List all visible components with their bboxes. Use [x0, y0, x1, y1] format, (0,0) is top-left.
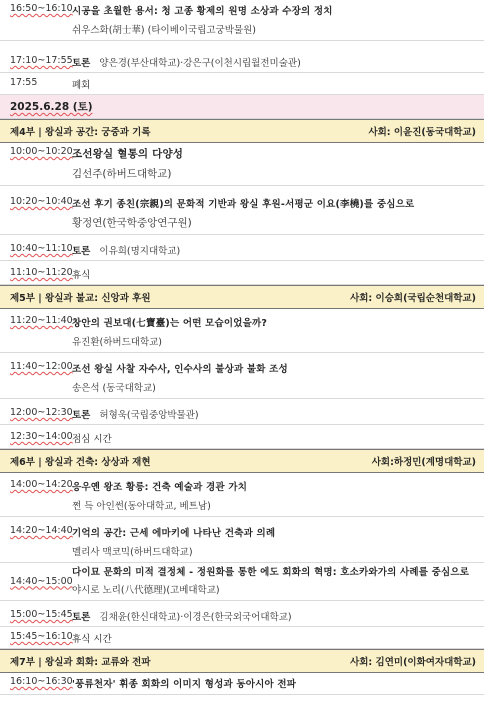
talk-content: [72, 676, 476, 690]
schedule-row: [0, 517, 484, 563]
time-slot: 14:40~15:00: [10, 575, 73, 587]
time-slot: 17:55: [10, 77, 38, 88]
talk-content: [72, 146, 476, 181]
time-slot: 14:00~14:20: [10, 479, 73, 490]
break-text: 휴식: [72, 270, 91, 281]
schedule-row: [0, 186, 484, 235]
schedule-row: [0, 309, 484, 353]
lunch-text: 점심 시간: [72, 434, 112, 445]
time-slot: 12:30~14:00: [10, 431, 73, 442]
time-slot: 10:20~10:40: [10, 196, 73, 207]
schedule-row: [0, 563, 484, 601]
session-header: [0, 449, 484, 473]
time-slot: 15:00~15:45: [10, 609, 73, 620]
talk-title: '풍류천자' 휘종 회화의 이미지 형성과 동아시아 전파: [72, 679, 297, 690]
talk-title: 시공을 초월한 용서: 청 고종 황제의 원명 소상과 수장의 정치: [72, 6, 333, 17]
session-title: 제5부 | 왕실과 불교: 신앙과 후원: [10, 293, 151, 304]
discussion-content: [72, 407, 476, 421]
session-chair: 사회: 이윤진(동국대학교): [368, 127, 476, 138]
session-chair: 사회:하정민(계명대학교): [371, 457, 476, 468]
talk-speaker: 황정연(한국학중앙연구원): [72, 217, 192, 229]
time-slot: 11:40~12:00: [10, 361, 73, 372]
schedule-row: [0, 261, 484, 285]
date-header: 2025.6.28 (토): [0, 95, 484, 119]
time-slot: 16:50~16:10: [10, 3, 73, 14]
talk-title: 조선 왕실 사찰 자수사, 인수사의 불상과 불화 조성: [72, 364, 288, 375]
time-slot: 12:00~12:30: [10, 407, 73, 418]
talk-speaker: 쉬우스화(胡士華) (타이베이국립고궁박물원): [72, 25, 257, 36]
talk-title: 창안의 권보대(七寶臺)는 어떤 모습이었을까?: [72, 318, 268, 329]
talk-content: [72, 479, 476, 512]
discussion-content: [72, 55, 476, 69]
time-slot: 11:10~11:20: [10, 267, 73, 278]
talk-speaker: 유진환(하버드대학교): [72, 337, 163, 348]
schedule-row: [0, 425, 484, 449]
talk-speaker: 김선주(하버드대학교): [72, 168, 172, 180]
talk-title: 조선 후기 종친(宗親)의 문화적 기반과 왕실 후원-서평군 이요(李橈)를 중심으로: [72, 199, 415, 210]
discussion-content: [72, 243, 476, 257]
discussion-label: 토론: [72, 410, 91, 421]
talk-content: [72, 196, 476, 230]
session-header: [0, 119, 484, 143]
talk-content: [72, 3, 476, 36]
talk-content: [72, 315, 476, 348]
discussion-label: 토론: [72, 58, 91, 69]
session-title: 제6부 | 왕실과 건축: 상상과 재현: [10, 457, 151, 468]
schedule-row: [0, 601, 484, 627]
discussion-speaker: 양은경(부산대학교)·강은구(이천시립월전미술관): [99, 58, 301, 69]
talk-speaker: 멜리사 맥코믹(하버드대학교): [72, 547, 193, 558]
session-chair: 사회: 김연미(이화여자대학교): [350, 657, 476, 668]
schedule-row: [0, 143, 484, 186]
talk-title: 다이묘 문화의 미적 결정체 - 정원화를 통한 에도 회화의 혁명: 호소카와가의 사례를 중심으로: [72, 567, 470, 578]
break-text: 휴식 시간: [72, 634, 112, 645]
session-header: [0, 285, 484, 309]
talk-speaker: 송은석 (동국대학교): [72, 383, 156, 394]
time-slot: 16:10~16:30: [10, 676, 73, 687]
talk-speaker: 쩐 득 아인썬(동아대학교, 베트남): [72, 501, 211, 512]
schedule-row: [0, 235, 484, 261]
talk-content: [72, 361, 476, 394]
talk-content: [72, 566, 476, 596]
schedule-row: [0, 627, 484, 649]
schedule-row: [0, 51, 484, 73]
time-slot: 10:00~10:20: [10, 146, 73, 157]
talk-title: 기억의 공간: 근세 에마키에 나타난 건축과 의례: [72, 528, 276, 539]
time-slot: 11:20~11:40: [10, 315, 73, 326]
session-header: [0, 649, 484, 673]
schedule-row: [0, 0, 484, 41]
discussion-content: [72, 609, 476, 623]
talk-title: 조선왕실 혈통의 다양성: [72, 148, 184, 160]
discussion-label: 토론: [72, 246, 91, 257]
time-slot: 10:40~11:10: [10, 243, 73, 254]
talk-content: [72, 525, 476, 558]
discussion-label: 토론: [72, 612, 91, 623]
schedule-row: [0, 673, 484, 695]
talk-speaker: 야시로 노리(八代德理)(고베대학교): [72, 585, 220, 596]
discussion-speaker: 김채윤(한신대학교)·이경은(한국외국어대학교): [99, 612, 292, 623]
schedule-row: [0, 73, 484, 95]
discussion-speaker: 허형욱(국립중앙박물관): [99, 410, 199, 421]
talk-title: 응우옌 왕조 황릉: 건축 예술과 경관 가치: [72, 482, 248, 493]
discussion-speaker: 이유희(명지대학교): [99, 246, 181, 257]
closing-text: 폐회: [72, 80, 91, 91]
time-slot: 14:20~14:40: [10, 525, 73, 536]
time-slot: 15:45~16:10: [10, 631, 73, 642]
schedule-row: [0, 399, 484, 425]
schedule-row: [0, 473, 484, 517]
session-chair: 사회: 이승희(국립순천대학교): [350, 293, 476, 304]
schedule-row: [0, 353, 484, 399]
session-title: 제4부 | 왕실과 공간: 궁중과 기록: [10, 127, 151, 138]
time-slot: 17:10~17:55: [10, 55, 73, 66]
session-title: 제7부 | 왕실과 회화: 교류와 전파: [10, 657, 151, 668]
